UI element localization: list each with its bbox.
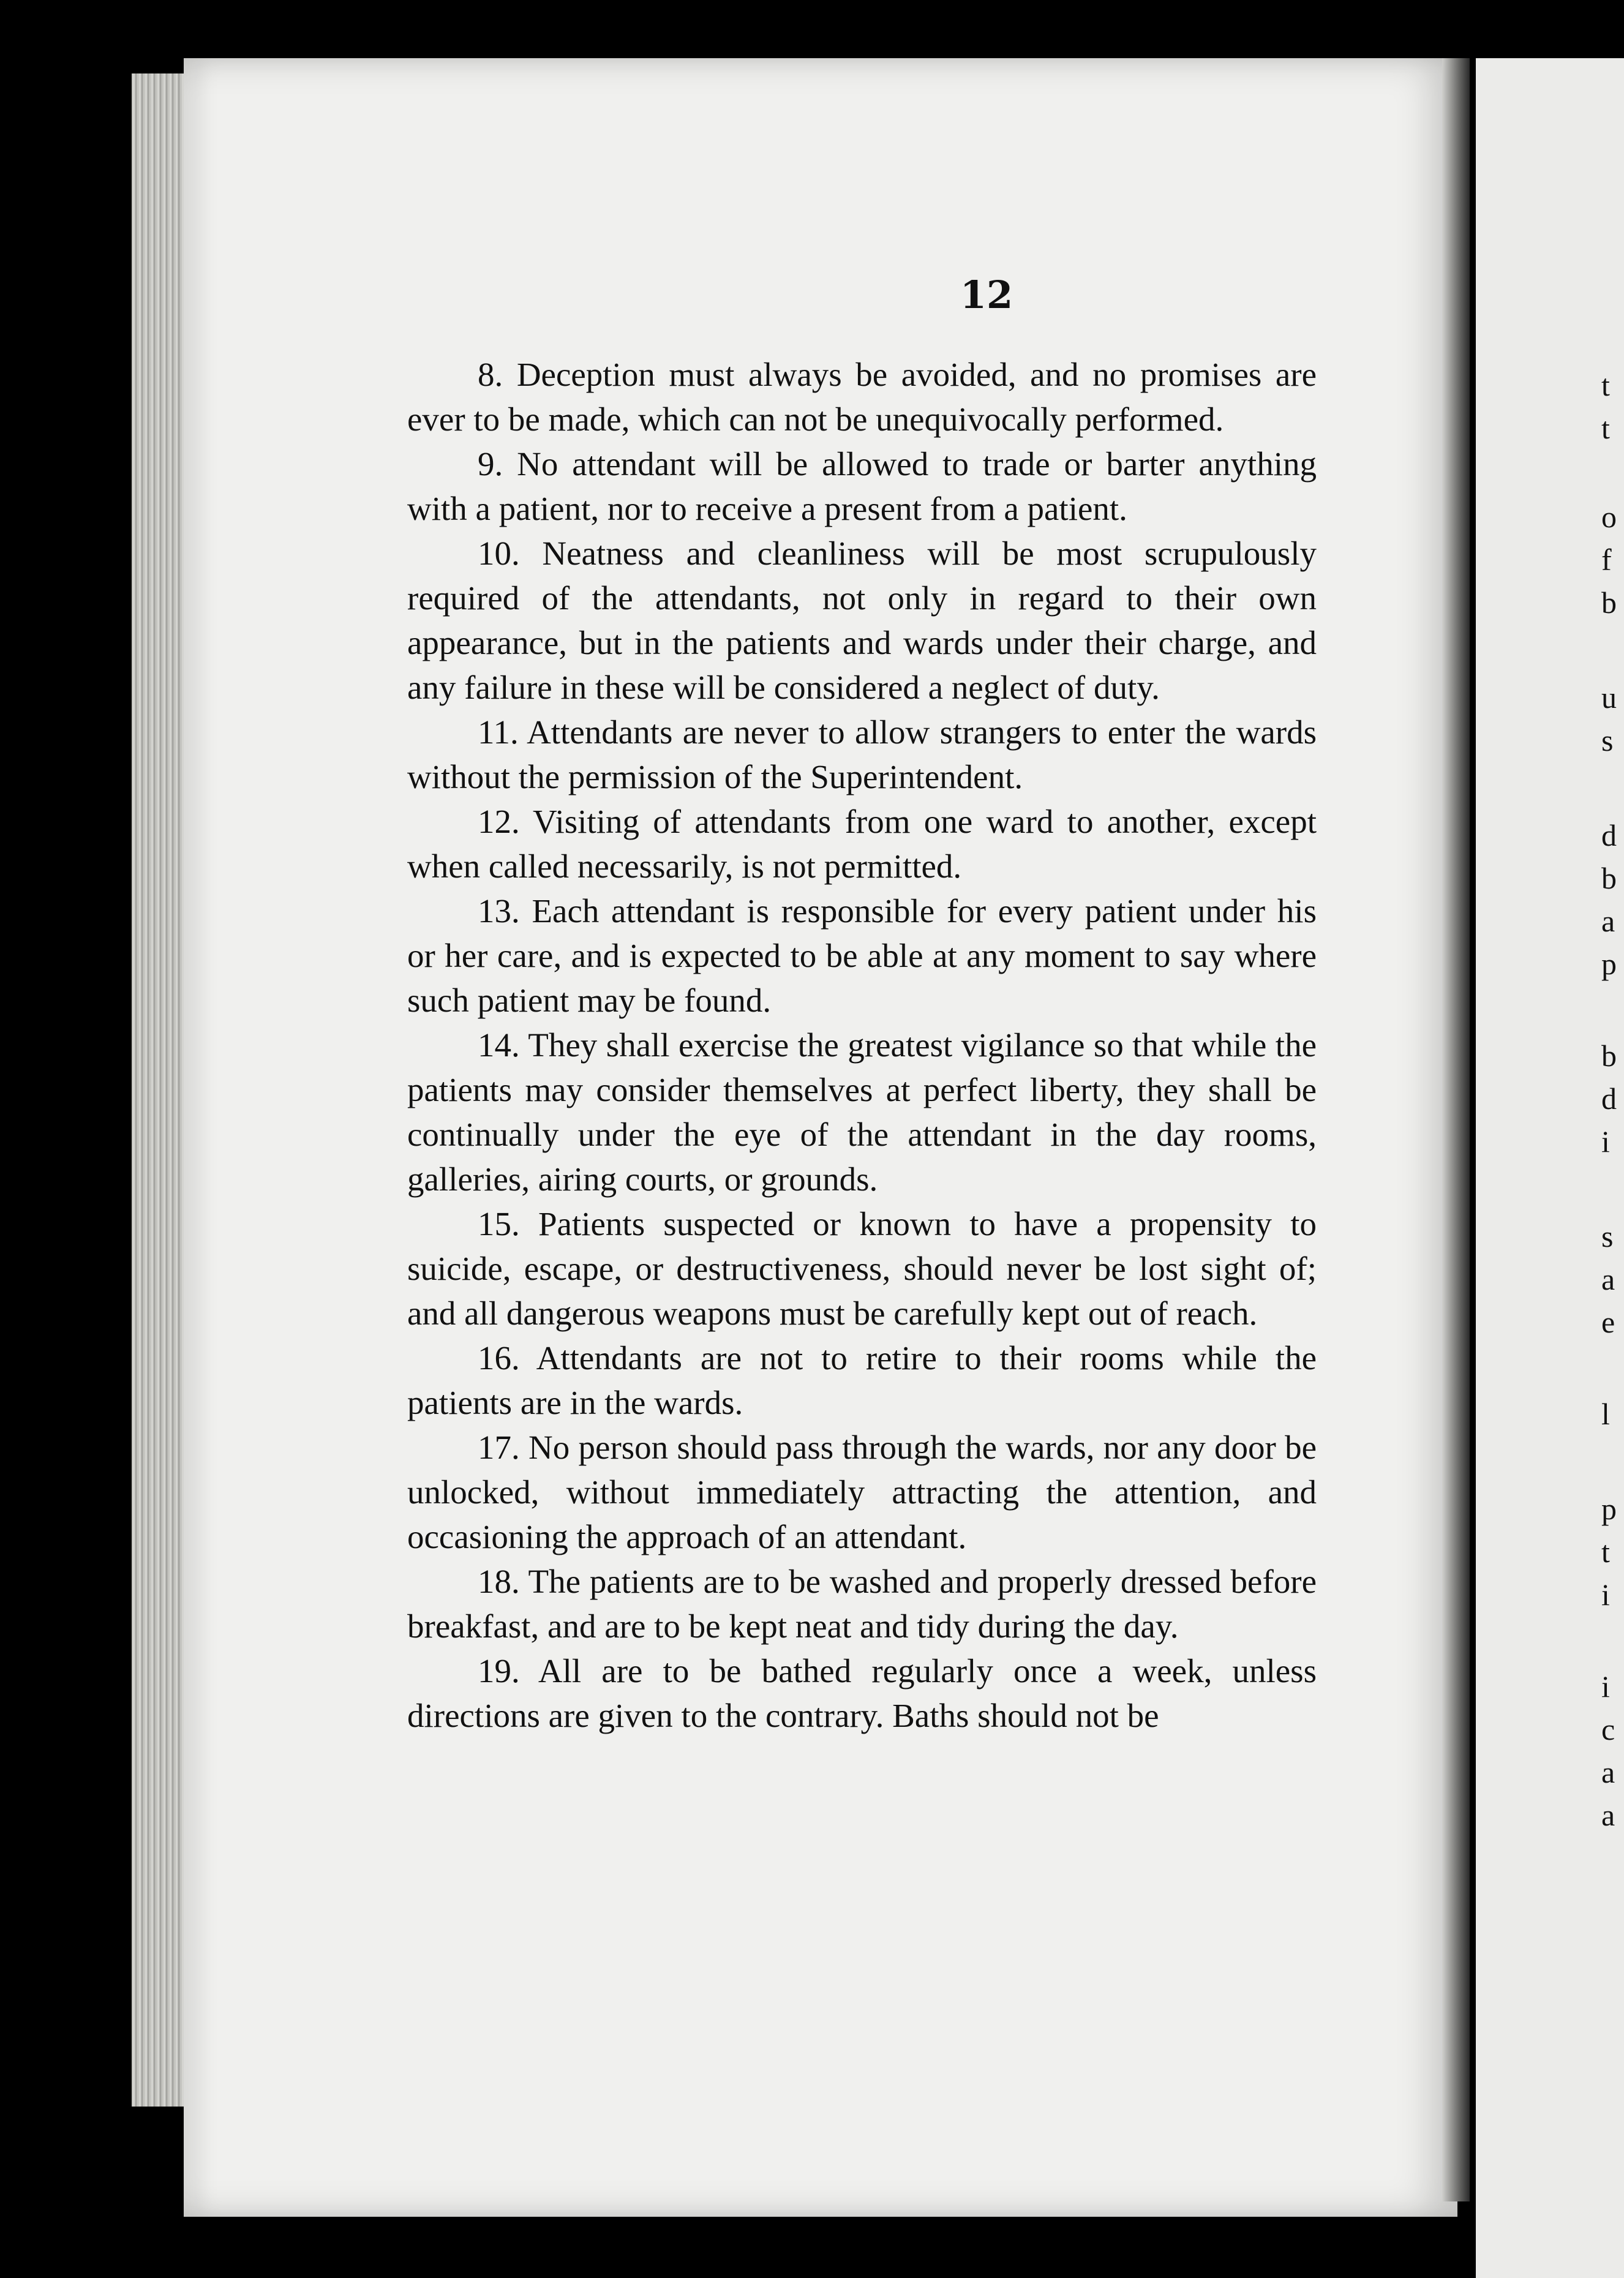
rule-paragraph-9: 9. No attendant will be allowed to trade or barter anything with a patient, nor to receive a present from a patient.	[407, 445, 1317, 527]
facing-page-letter: b	[1601, 861, 1617, 895]
facing-page-letter: t	[1601, 368, 1610, 402]
rule-paragraph-14: 14. They shall exercise the greatest vigilance so that while the patients may consider themselves at perfect liberty, they shall be continually under the eye of the attendant in the day rooms, galleries, airing courts, or grounds.	[407, 1026, 1317, 1198]
facing-page-letter: b	[1601, 585, 1617, 620]
rule-paragraph-13: 13. Each attendant is responsible for every patient under his or her care, and is expected to be able at any moment to say where such patient may be found.	[407, 892, 1317, 1019]
rule-paragraph-19: 19. All are to be bathed regularly once a week, unless directions are given to the contrary. Baths should not be	[407, 1652, 1317, 1734]
facing-page-letter: i	[1601, 1577, 1610, 1612]
rule-paragraph-18: 18. The patients are to be washed and properly dressed before breakfast, and are to be kept neat and tidy during the day.	[407, 1563, 1317, 1645]
rule-paragraph-16: 16. Attendants are not to retire to their rooms while the patients are in the wards.	[407, 1339, 1317, 1421]
facing-page-letter: a	[1601, 1755, 1615, 1789]
facing-page-letter: c	[1601, 1712, 1615, 1746]
facing-page-letter: b	[1601, 1039, 1617, 1073]
facing-page-letter: a	[1601, 1262, 1615, 1296]
page-number: 12	[960, 273, 1013, 317]
rule-paragraph-12: 12. Visiting of attendants from one ward to another, except when called necessarily, is not permitted.	[407, 803, 1317, 885]
rule-paragraph-8: 8. Deception must always be avoided, and no promises are ever to be made, which can not be unequivocally performed.	[407, 356, 1317, 438]
book-gutter	[1442, 58, 1470, 2201]
facing-page-letter: l	[1601, 1397, 1610, 1431]
facing-page-letter: t	[1601, 411, 1610, 445]
rule-paragraph-17: 17. No person should pass through the wards, nor any door be unlocked, without immediately attracting the attention, and occasioning the approach of an attendant.	[407, 1429, 1317, 1555]
page-stack-edge	[132, 73, 190, 2107]
rule-paragraph-15: 15. Patients suspected or known to have a propensity to suicide, escape, or destructiveness, should never be lost sight of; and all dangerous weapons must be carefully kept out of reach.	[407, 1205, 1317, 1332]
facing-page-letter: e	[1601, 1305, 1615, 1339]
facing-page-letter: p	[1601, 947, 1617, 981]
facing-page-letter: u	[1601, 680, 1617, 715]
facing-page-letter: p	[1601, 1492, 1617, 1526]
facing-page-letter: a	[1601, 1798, 1615, 1832]
facing-page-letter: s	[1601, 1219, 1614, 1254]
facing-page-letter: a	[1601, 904, 1615, 938]
facing-page-letter: d	[1601, 1081, 1617, 1116]
facing-page-letter: o	[1601, 500, 1617, 534]
facing-page-letter: f	[1601, 543, 1612, 577]
facing-page-letters	[1601, 367, 1624, 1849]
facing-page-letter: s	[1601, 723, 1614, 757]
facing-page-letter: d	[1601, 818, 1617, 852]
rule-paragraph-10: 10. Neatness and cleanliness will be most scrupulously required of the attendants, not only in regard to their own appearance, but in the patients and wards under their charge, and any failure in these will be considered a neglect of duty.	[407, 535, 1317, 706]
facing-page-letter: t	[1601, 1535, 1610, 1569]
facing-page-letter: i	[1601, 1669, 1610, 1704]
rule-paragraph-11: 11. Attendants are never to allow strangers to enter the wards without the permission of the Superintendent.	[407, 713, 1317, 795]
page-body	[407, 352, 1317, 1738]
facing-page-letter: i	[1601, 1124, 1610, 1159]
